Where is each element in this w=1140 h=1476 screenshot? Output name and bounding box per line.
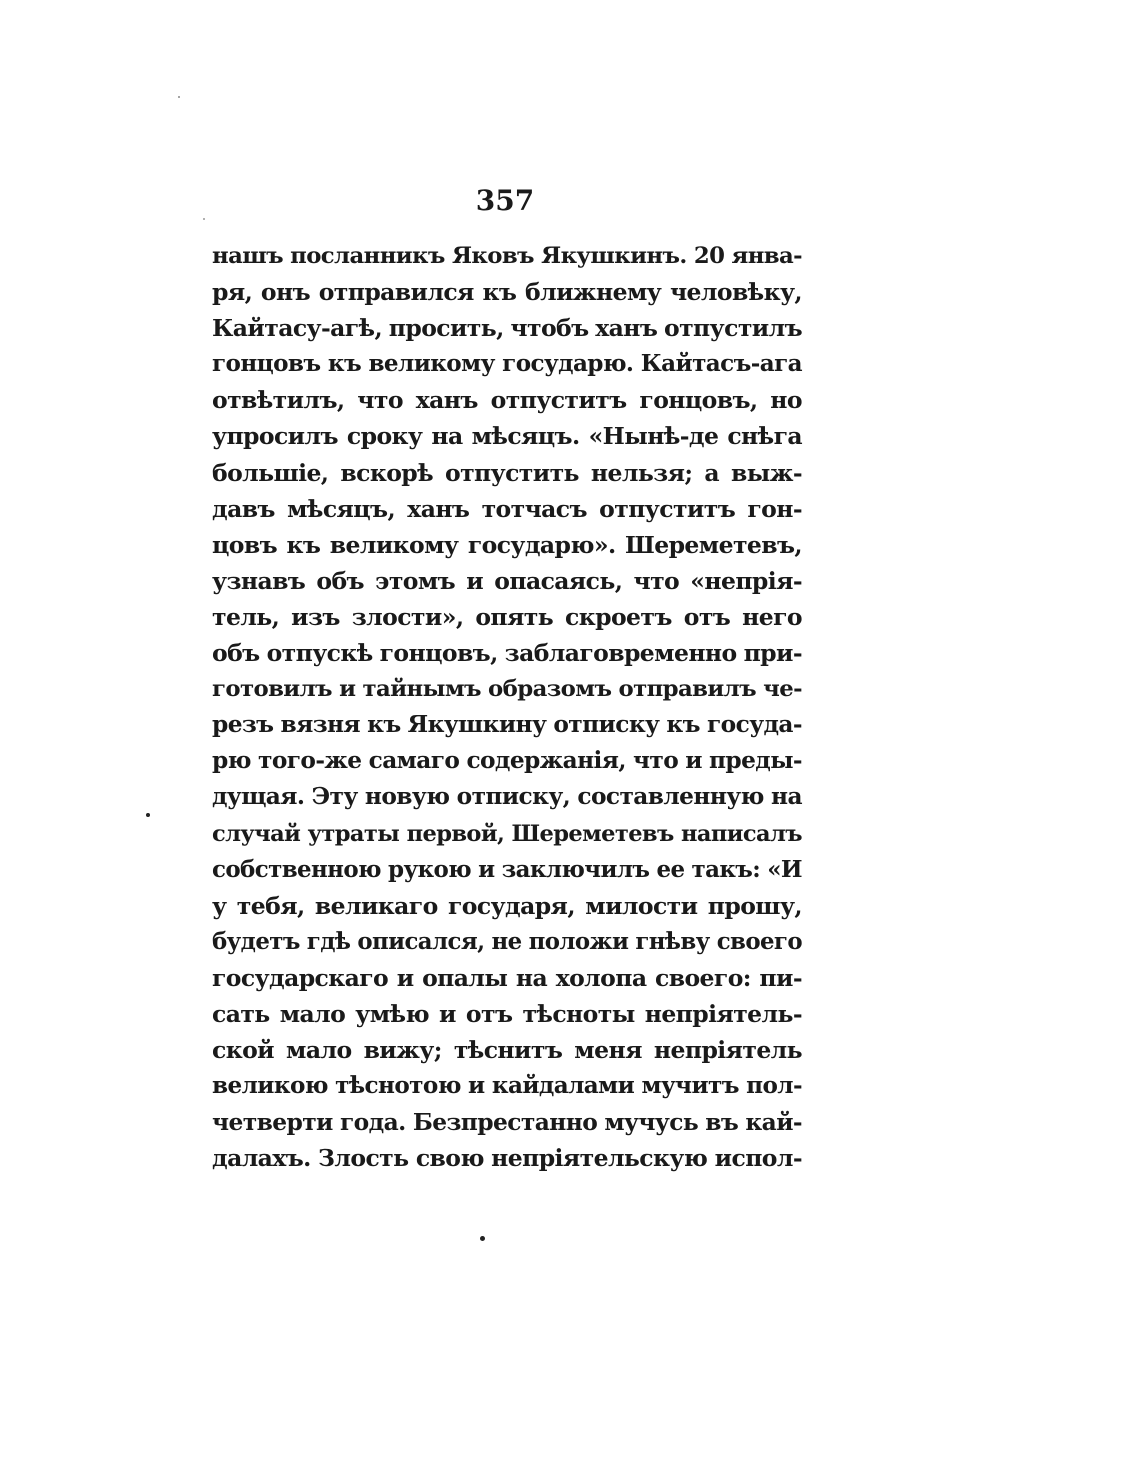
text-line: рю того-же самаго содержанія, что и преды- (212, 747, 802, 775)
text-line: далахъ. Злость свою непріятельскую испол- (212, 1144, 802, 1173)
text-line: у тебя, великаго государя, милости прошу, (212, 891, 802, 920)
text-line: упросилъ сроку на мѣсяцъ. «Нынѣ-де снѣга (212, 422, 802, 451)
text-line: давъ мѣсяцъ, ханъ тотчасъ отпуститъ гон- (212, 494, 802, 523)
text-line: великою тѣснотою и кайдалами мучитъ пол- (212, 1072, 802, 1100)
text-line: готовилъ и тайнымъ образомъ отправилъ че- (212, 676, 802, 703)
text-line: сать мало умѣю и отъ тѣсноты непріятель- (212, 999, 802, 1028)
text-line: собственною рукою и заключилъ ее такъ: «И (212, 855, 802, 883)
text-line: государскаго и опалы на холопа своего: пи- (212, 963, 802, 992)
text-line: гонцовъ къ великому государю. Кайтасъ-ага (212, 350, 802, 378)
text-line: ской мало вижу; тѣснитъ меня непріятель (212, 1036, 802, 1065)
text-line: объ отпускѣ гонцовъ, заблаговременно при- (212, 639, 802, 668)
scan-speck (146, 813, 150, 817)
text-line: Кайтасу-агѣ, просить, чтобъ ханъ отпустилъ (212, 314, 802, 343)
scan-speck (480, 1236, 485, 1241)
body-text (212, 238, 802, 1176)
text-line: случай утраты первой, Шереметевъ написалъ (212, 820, 802, 847)
text-line: резъ вязня къ Якушкину отписку къ госуда- (212, 711, 802, 739)
scan-speck (178, 96, 180, 98)
text-line: цовъ къ великому государю». Шереметевъ, (212, 530, 802, 559)
text-line: нашъ посланникъ Яковъ Якушкинъ. 20 янва- (212, 243, 802, 269)
text-line: узнавъ объ этомъ и опасаясь, что «непрія- (212, 566, 802, 595)
scan-speck (203, 218, 205, 220)
text-line: большіе, вскорѣ отпустить нельзя; а выж- (212, 458, 802, 487)
text-line: отвѣтилъ, что ханъ отпуститъ гонцовъ, но (212, 386, 802, 415)
text-line: четверти года. Безпрестанно мучусь въ кай- (212, 1108, 802, 1137)
text-line: тель, изъ злости», опять скроетъ отъ него (212, 602, 802, 631)
text-line: будетъ гдѣ описался, не положи гнѣву своего (212, 928, 802, 955)
page-number: 357 (475, 184, 535, 217)
text-line: ря, онъ отправился къ ближнему человѣку, (212, 278, 802, 307)
text-line: дущая. Эту новую отписку, составленную на (212, 783, 802, 811)
